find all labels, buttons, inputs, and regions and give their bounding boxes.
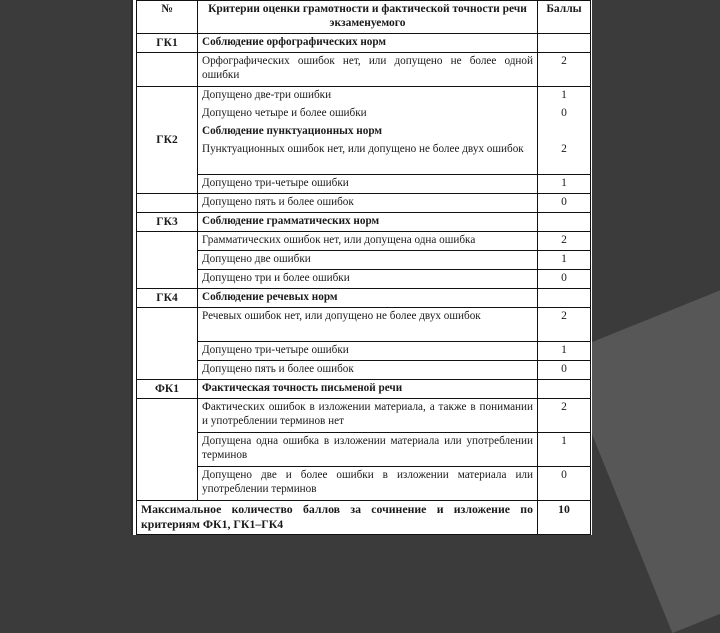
criterion-text: Грамматических ошибок нет, или допущена одна ошибка — [198, 232, 538, 251]
section-title: Соблюдение речевых норм — [198, 289, 538, 308]
criterion-text: Допущено пять и более ошибок — [198, 361, 538, 380]
table-row — [137, 270, 591, 289]
criterion-score: 0 — [538, 105, 591, 123]
criterion-score: 2 — [538, 308, 591, 342]
section-header-row — [137, 289, 591, 308]
criterion-text: Допущена одна ошибка в изложении материала или употреблении терминов — [198, 433, 538, 467]
total-score: 10 — [538, 501, 591, 535]
slide-page — [133, 0, 592, 535]
empty-cell — [137, 399, 198, 501]
table-row — [137, 342, 591, 361]
table-row — [137, 105, 591, 123]
table-row — [137, 194, 591, 213]
criterion-text: Допущено две ошибки — [198, 251, 538, 270]
table-row — [137, 433, 591, 467]
criterion-text: Фактических ошибок в изложении материала, а также в понимании и употреблении терминов нет — [198, 399, 538, 433]
criterion-text: Допущено три и более ошибки — [198, 270, 538, 289]
table-row — [137, 53, 591, 87]
section-title: Соблюдение пунктуационных норм — [198, 123, 538, 141]
criterion-text: Допущено три-четыре ошибки — [198, 342, 538, 361]
total-row — [137, 501, 591, 535]
header-number: № — [137, 1, 198, 34]
table-row — [137, 232, 591, 251]
table-row — [137, 175, 591, 194]
section-header-row — [137, 213, 591, 232]
section-code: ГК4 — [137, 289, 198, 308]
criterion-text: Речевых ошибок нет, или допущено не более двух ошибок — [198, 308, 538, 342]
section-score — [538, 213, 591, 232]
section-score — [538, 289, 591, 308]
section-code: ФК1 — [137, 380, 198, 399]
criterion-score: 2 — [538, 141, 591, 175]
criterion-score: 1 — [538, 251, 591, 270]
criterion-score: 2 — [538, 232, 591, 251]
empty-cell — [137, 53, 198, 87]
criterion-score: 2 — [538, 53, 591, 87]
table-row — [137, 251, 591, 270]
criterion-score: 1 — [538, 342, 591, 361]
table-row — [137, 308, 591, 342]
criterion-text: Орфографических ошибок нет, или допущено не более одной ошибки — [198, 53, 538, 87]
table-row — [137, 87, 591, 106]
section-title: Соблюдение орфографических норм — [198, 34, 538, 53]
criterion-text: Допущено три-четыре ошибки — [198, 175, 538, 194]
section-title: Соблюдение грамматических норм — [198, 213, 538, 232]
criteria-table — [136, 0, 591, 535]
section-score — [538, 34, 591, 53]
empty-cell — [137, 308, 198, 380]
criterion-score: 1 — [538, 433, 591, 467]
criterion-text: Допущено пять и более ошибок — [198, 194, 538, 213]
criterion-text: Пунктуационных ошибок нет, или допущено не более двух ошибок — [198, 141, 538, 175]
total-label: Максимальное количество баллов за сочинение и изложение по критериям ФК1, ГК1–ГК4 — [137, 501, 538, 535]
criterion-text: Допущено две-три ошибки — [198, 87, 538, 106]
table-header-row — [137, 1, 591, 34]
criterion-score: 1 — [538, 87, 591, 106]
section-header-row — [137, 34, 591, 53]
criterion-score: 2 — [538, 399, 591, 433]
header-criteria: Критерии оценки грамотности и фактической точности речи экзаменуемого — [198, 1, 538, 34]
empty-cell — [137, 232, 198, 289]
header-score: Баллы — [538, 1, 591, 34]
section-header-row — [137, 123, 591, 141]
table-row — [137, 399, 591, 433]
section-score — [538, 123, 591, 141]
table-row — [137, 361, 591, 380]
criterion-score: 0 — [538, 194, 591, 213]
section-code: ГК2 — [137, 87, 198, 194]
section-code: ГК1 — [137, 34, 198, 53]
section-header-row — [137, 380, 591, 399]
criterion-text: Допущено две и более ошибки в изложении материала или употреблении терминов — [198, 467, 538, 501]
empty-cell — [137, 194, 198, 213]
section-title: Фактическая точность письменой речи — [198, 380, 538, 399]
criterion-score: 0 — [538, 270, 591, 289]
criterion-text: Допущено четыре и более ошибки — [198, 105, 538, 123]
criterion-score: 0 — [538, 361, 591, 380]
criterion-score: 1 — [538, 175, 591, 194]
criterion-score: 0 — [538, 467, 591, 501]
section-code: ГК3 — [137, 213, 198, 232]
table-row — [137, 141, 591, 175]
table-row — [137, 467, 591, 501]
section-score — [538, 380, 591, 399]
